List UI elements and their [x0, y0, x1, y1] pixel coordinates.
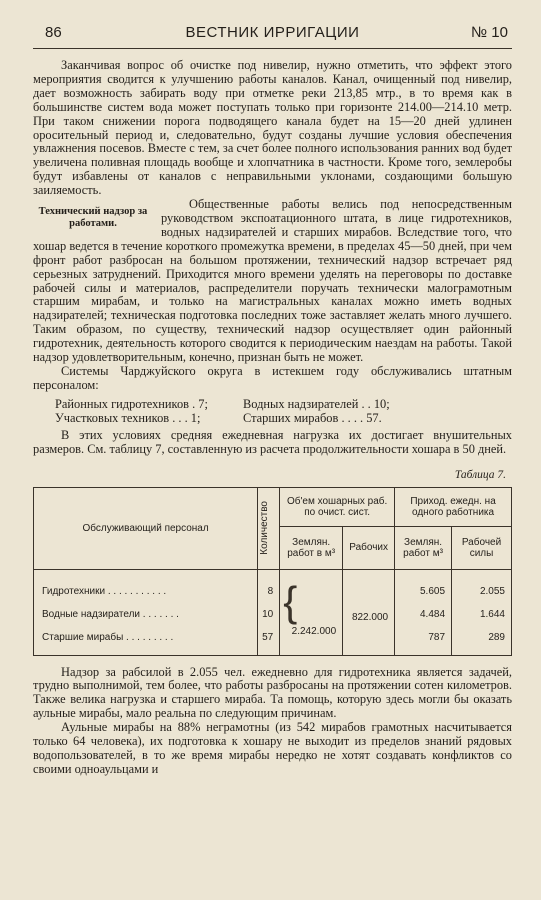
section-technical-supervision	[33, 198, 512, 365]
col-header-staff: Обслуживающий персонал	[34, 487, 258, 569]
table-row	[34, 622, 512, 656]
col-header-earth-daily: Землян. работ м³	[395, 526, 452, 569]
row-workers-daily: 2.055	[452, 569, 512, 599]
table-row	[34, 569, 512, 599]
paragraph-2: Общественные работы велись под непосредственным руководством экспоатационного штата, в лице гидротехников, водных надзирателей и старших мирабов. Вследствие того, что хошар ведется в течение короткого промежутка времени, в пределах 45—50 дней, при чем фронт работ разбросан на большом протяжении, технический надзор встречает ряд серьезных затруднений. Приходится много времени уделять на переговоры по доставке рабочей силы и материалов, распределители поручать технически малограмотным старшим мирабам, и только на магистральных каналах можно иметь водных надзирателей; техническая подготовка последних тоже заставляет желать много лучшего. Таким образом, по существу, технический надзор осуществляет один районный гидротехник, деятельность которого сводится к периодическим наездам на работы. Такой надзор удовлетворительным, конечно, признан быть не может.	[33, 197, 512, 365]
issue-number: № 10	[471, 24, 508, 41]
staff-item: Районных гидротехников . 7;	[55, 396, 208, 411]
col-header-count	[258, 487, 280, 569]
col-header-workers-daily: Рабочей силы	[452, 526, 512, 569]
col-header-group-volume: Об'ем хошарных раб. по очист. сист.	[280, 487, 395, 526]
table-7	[33, 487, 512, 656]
paragraph-6: Аульные мирабы на 88% неграмотны (из 542 мирабов грамотных насчитывается только 64 человека), их подготовка к хошару не выходит из пределов знаний рядовых водопользователей, в то же время мирабы нередко не хотят создавать конфликтов со своими одноаульцами и	[33, 720, 512, 776]
col-header-workers-volume: Рабочих	[343, 526, 395, 569]
row-earth-daily: 4.484	[395, 599, 452, 622]
row-count: 10	[258, 599, 280, 622]
row-label: Гидротехники . . . . . . . . . . .	[34, 569, 258, 599]
side-heading: Технический надзор за работами.	[38, 206, 148, 230]
staff-item: Старших мирабов . . . . 57.	[243, 411, 382, 426]
staff-list	[33, 397, 512, 426]
paragraph-1: Заканчивая вопрос об очистке под нивелир, нужно отметить, что эффект этого мероприятия сводится к улучшению работы каналов. Канал, очищенный под нивелир, дает возможность забирать воду при отметке реки 213,85 мтр., в то время как в большинстве систем вода может поступать только при горизонте 214.00—214.10 метр. При таком снижении порога подводящего канала будет на 15—20 дней удлинен оросительный период и, следовательно, будут созданы лучшие условия обеспечения увлажнения посевов. Вместе с тем, за счет более полного использования ранних вод будет увеличена поливная площадь вообще и хлопчатника в частности. Кроме того, землеробы будут избавлены от каналов с неправильными уклонами, создающими большую заиляемость.	[33, 58, 512, 198]
page-number: 86	[45, 24, 62, 41]
total-earth-cell	[280, 569, 343, 655]
total-workers: 822.000	[343, 569, 395, 655]
staff-row	[33, 397, 512, 412]
row-earth-daily: 5.605	[395, 569, 452, 599]
total-earth: 2.242.000	[291, 626, 337, 638]
journal-title: ВЕСТНИК ИРРИГАЦИИ	[185, 24, 360, 41]
page-header	[33, 24, 512, 46]
row-workers-daily: 1.644	[452, 599, 512, 622]
row-label: Старшие мирабы . . . . . . . . .	[34, 622, 258, 656]
staff-row	[33, 411, 512, 426]
table-header-row	[34, 487, 512, 526]
paragraph-3: Системы Чарджуйского округа в истекшем году обслуживались штатным персоналом:	[33, 363, 512, 392]
staff-item: Участковых техников . . . 1;	[55, 411, 201, 426]
row-earth-daily: 787	[395, 622, 452, 656]
brace-glyph: {	[283, 578, 298, 626]
col-header-count-label: Количество	[259, 501, 271, 555]
row-count: 57	[258, 622, 280, 656]
staff-item: Водных надзирателей . . 10;	[243, 396, 390, 411]
table-caption: Таблица 7.	[454, 468, 506, 481]
col-header-group-daily: Приход. ежедн. на одного работника	[395, 487, 512, 526]
paragraph-5: Надзор за рабсилой в 2.055 чел. ежедневно для гидротехника является задачей, трудно выполнимой, тем более, что работы разбросаны на протяжении сотен километров. Также велика нагрузка и старшего мираба. Та помощь, которую здесь могли бы оказать аульные мирабы, мало реальна по следующим причинам.	[33, 664, 512, 721]
header-rule	[33, 48, 512, 49]
table-row	[34, 599, 512, 622]
col-header-earth-volume: Землян. работ в м³	[280, 526, 343, 569]
row-count: 8	[258, 569, 280, 599]
row-workers-daily: 289	[452, 622, 512, 656]
paragraph-4: В этих условиях средняя ежедневная нагрузка их достигает внушительных размеров. См. таблицу 7, составленную из расчета продолжительности хошара в 50 дней.	[33, 427, 512, 456]
row-label: Водные надзиратели . . . . . . .	[34, 599, 258, 622]
